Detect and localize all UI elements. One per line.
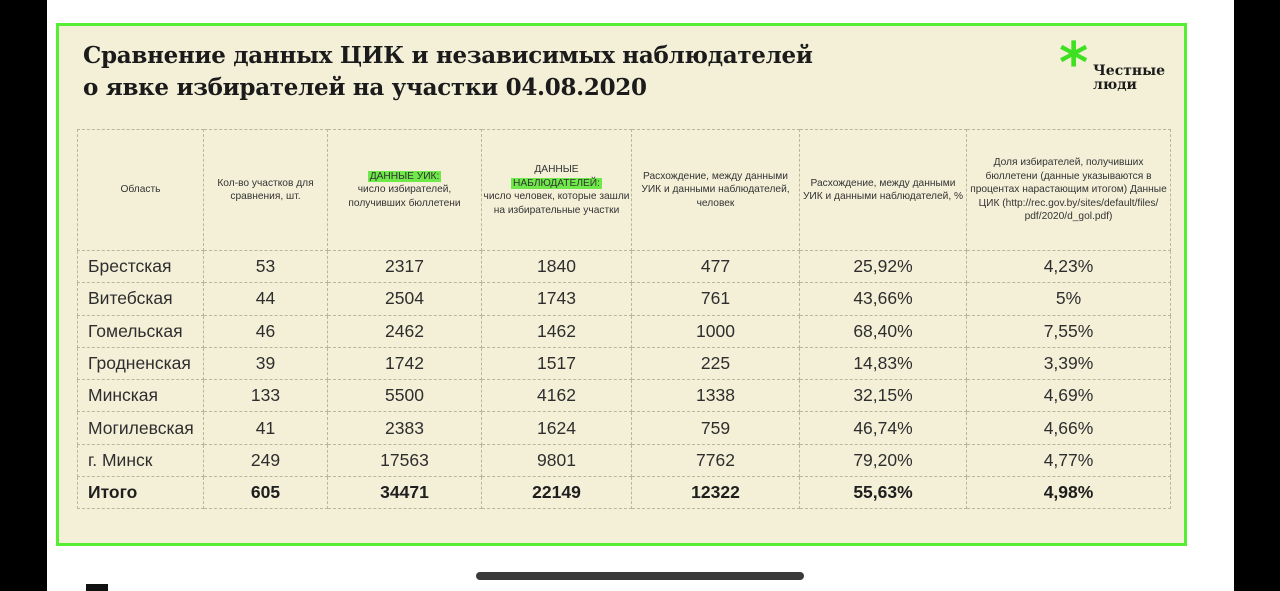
infographic-card bbox=[56, 23, 1187, 546]
diff-percent-cell: 14,83% bbox=[800, 347, 967, 379]
observers-prefix: ДАННЫЕ bbox=[534, 164, 579, 175]
total-observers: 22149 bbox=[482, 477, 632, 509]
region-cell: Витебская bbox=[78, 283, 204, 315]
table-row bbox=[78, 283, 1171, 315]
logo-wordmark bbox=[1093, 64, 1165, 92]
header-diff-people: Расхождение, между данными УИК и данными наблюдателей, человек bbox=[632, 130, 800, 251]
region-cell: Минская bbox=[78, 380, 204, 412]
total-diff: 12322 bbox=[632, 477, 800, 509]
observers-highlight: НАБЛЮДАТЕЛЕЙ: bbox=[513, 177, 600, 189]
diff-percent-cell: 79,20% bbox=[800, 444, 967, 476]
uik-cell: 17563 bbox=[328, 444, 482, 476]
logo bbox=[1059, 31, 1179, 98]
total-diff-percent: 55,63% bbox=[800, 477, 967, 509]
diff-percent-cell: 43,66% bbox=[800, 283, 967, 315]
diff-percent-cell: 46,74% bbox=[800, 412, 967, 444]
total-cec-share: 4,98% bbox=[967, 477, 1171, 509]
stations-cell: 249 bbox=[204, 444, 328, 476]
diff-cell: 225 bbox=[632, 347, 800, 379]
cec-share-cell: 3,39% bbox=[967, 347, 1171, 379]
stations-cell: 46 bbox=[204, 315, 328, 347]
region-cell: Гродненская bbox=[78, 347, 204, 379]
stations-cell: 41 bbox=[204, 412, 328, 444]
cec-share-cell: 4,77% bbox=[967, 444, 1171, 476]
header-region: Область bbox=[78, 130, 204, 251]
table-row bbox=[78, 251, 1171, 283]
stations-cell: 53 bbox=[204, 251, 328, 283]
table-row bbox=[78, 315, 1171, 347]
uik-description: число избирателей, получивших бюллетени bbox=[348, 184, 461, 209]
logo-line-2: люди bbox=[1093, 77, 1137, 93]
diff-percent-cell: 25,92% bbox=[800, 251, 967, 283]
logo-line-1: Честные bbox=[1093, 63, 1166, 79]
diff-cell: 1338 bbox=[632, 380, 800, 412]
uik-highlight: ДАННЫЕ УИК: bbox=[369, 170, 440, 182]
uik-cell: 2462 bbox=[328, 315, 482, 347]
diff-cell: 477 bbox=[632, 251, 800, 283]
infographic-title bbox=[83, 40, 813, 104]
title-line-2: о явке избирателей на участки 04.08.2020 bbox=[83, 74, 647, 101]
region-cell: Брестская bbox=[78, 251, 204, 283]
uik-cell: 2317 bbox=[328, 251, 482, 283]
header-diff-percent: Расхождение, между данными УИК и данными наблюдателей, % bbox=[800, 130, 967, 251]
observers-cell: 1517 bbox=[482, 347, 632, 379]
observers-cell: 1462 bbox=[482, 315, 632, 347]
header-uik bbox=[328, 130, 482, 251]
next-text-fragment bbox=[86, 584, 108, 591]
stations-cell: 133 bbox=[204, 380, 328, 412]
table-header-row bbox=[78, 130, 1171, 251]
uik-cell: 2504 bbox=[328, 283, 482, 315]
region-cell: г. Минск bbox=[78, 444, 204, 476]
region-cell: Могилевская bbox=[78, 412, 204, 444]
diff-percent-cell: 68,40% bbox=[800, 315, 967, 347]
header-observers bbox=[482, 130, 632, 251]
header-stations: Кол-во участков для сравнения, шт. bbox=[204, 130, 328, 251]
observers-cell: 1624 bbox=[482, 412, 632, 444]
total-row bbox=[78, 477, 1171, 509]
stations-cell: 39 bbox=[204, 347, 328, 379]
observers-cell: 4162 bbox=[482, 380, 632, 412]
cec-share-cell: 4,23% bbox=[967, 251, 1171, 283]
title-line-1: Сравнение данных ЦИК и независимых наблюдателей bbox=[83, 42, 813, 69]
observers-description: число человек, которые зашли на избирательные участки bbox=[483, 191, 630, 216]
observers-cell: 1840 bbox=[482, 251, 632, 283]
diff-cell: 759 bbox=[632, 412, 800, 444]
total-stations: 605 bbox=[204, 477, 328, 509]
table-row bbox=[78, 380, 1171, 412]
cec-share-cell: 5% bbox=[967, 283, 1171, 315]
observers-cell: 9801 bbox=[482, 444, 632, 476]
header-cec-share: Доля избирателей, получивших бюллетени (данные указываются в процентах нарастающим итогом) Данные ЦИК (http://rec.gov.by/sites/default/files/ pdf/2020/d_gol.pdf) bbox=[967, 130, 1171, 251]
diff-cell: 7762 bbox=[632, 444, 800, 476]
uik-cell: 1742 bbox=[328, 347, 482, 379]
results-table bbox=[77, 129, 1171, 509]
total-uik: 34471 bbox=[328, 477, 482, 509]
cec-share-cell: 7,55% bbox=[967, 315, 1171, 347]
cec-share-cell: 4,66% bbox=[967, 412, 1171, 444]
cec-share-cell: 4,69% bbox=[967, 380, 1171, 412]
asterisk-icon: * bbox=[1059, 31, 1089, 96]
uik-cell: 5500 bbox=[328, 380, 482, 412]
stations-cell: 44 bbox=[204, 283, 328, 315]
total-label: Итого bbox=[78, 477, 204, 509]
region-cell: Гомельская bbox=[78, 315, 204, 347]
observers-cell: 1743 bbox=[482, 283, 632, 315]
diff-cell: 1000 bbox=[632, 315, 800, 347]
diff-percent-cell: 32,15% bbox=[800, 380, 967, 412]
table-row bbox=[78, 347, 1171, 379]
uik-cell: 2383 bbox=[328, 412, 482, 444]
home-indicator[interactable] bbox=[476, 572, 804, 580]
table-row bbox=[78, 444, 1171, 476]
table-row bbox=[78, 412, 1171, 444]
diff-cell: 761 bbox=[632, 283, 800, 315]
